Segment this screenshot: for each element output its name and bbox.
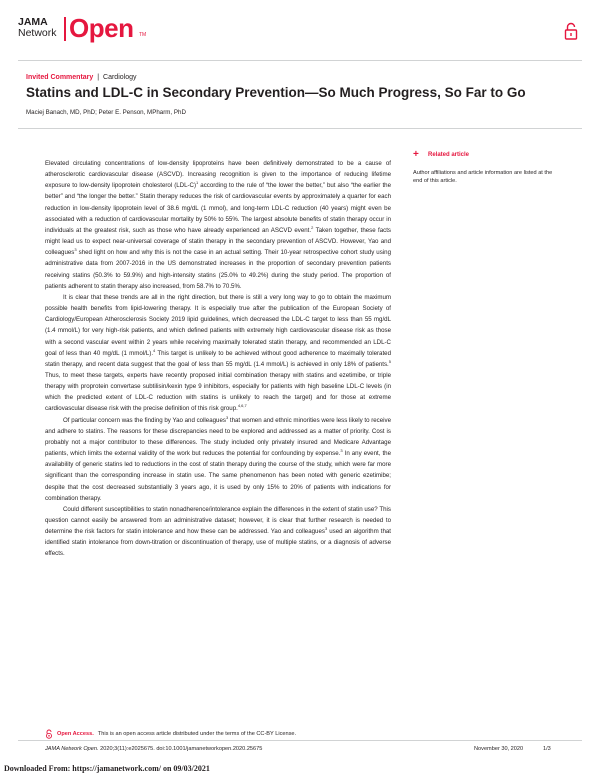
logo-open-text: Open xyxy=(69,13,134,43)
open-access-label: Open Access. xyxy=(57,731,94,737)
logo-divider xyxy=(64,17,66,41)
logo-wordmark xyxy=(18,17,57,39)
citation-superscript[interactable]: 3 xyxy=(324,526,328,532)
plus-icon: + xyxy=(413,149,419,160)
citation-superscript[interactable]: 2 xyxy=(311,224,314,230)
open-access-notice xyxy=(45,729,296,739)
related-article-label: Related article xyxy=(428,152,470,158)
open-access-lock-icon xyxy=(564,22,578,40)
related-article-link[interactable] xyxy=(413,150,563,160)
paragraph-2: It is clear that these trends are all in the right direction, but there is still a very long way to go to obtain the maximum possible health benefits from lipid-lowering therapy. It is especially true after the publication of the European Society of Cardiology/European Atherosclerosis Society 2019 lipid guidelines, which decreased the LDL-C target to less than 55 mg/dL (1.4 mmol/L) for very high-risk patients, and which defined patients with extremely high cardiovascular disease risk as those with a second vascular event within 2 years while receiving maximally tolerated statin therapy, and recommended an LDL-C goal of less than 40 mg/dL (1 mmol/L).$^4$ This target is unlikely to be achieved without good adherence to maximally tolerated statin therapy, and recent data suggest that the goal of less than 55 mg/dL (1.4 mmol/L) is achieved in only 18% of patients.$^5$ Thus, to meet these targets, experts have recently proposed initial combination therapy with statins and ezetimibe, or triple therapy with proprotein convertase subtilisin/kexin type 9 inhibitors, especially for patients with high baseline LDL-C levels (in which the predicted extent of LDL-C reduction with statins is unlikely to reach the target) and for those at extreme cardiovascular disease risk with the precise definition of this risk group.$^{4,6,7}$ xyxy=(45,293,391,413)
publication-date: November 30, 2020 xyxy=(474,746,524,752)
citation-journal: JAMA Network Open. xyxy=(45,746,99,752)
kicker-separator: | xyxy=(97,74,100,81)
logo-line-jama: JAMA xyxy=(18,16,48,28)
citation-superscript[interactable]: 4,6,7 xyxy=(237,403,247,409)
affiliations-note: Author affiliations and article information are listed at the end of this article. xyxy=(413,170,553,184)
paragraph-3: Of particular concern was the finding by Yao and colleagues$^3$ that women and ethnic minorities were less likely to receive and adhere to statins. The reasons for these discrepancies need to be explored and addressed as a matter of priority. Cost is probably not a major contributor to these differences. The study included only privately insured and Medicare Advantage patients, which limits the external validity of the work but reduces the potential for confounding by expense.$^3$ In any event, the availability of generic statins led to reductions in the cost of statin therapy during the course of the study, which were far more significant than the corresponding increase in statin use. The same phenomenon has been noted with generic ezetimibe; despite that the cost decreased substantially 3 years ago, it is used by only 15% to 20% of patients with indications for combination therapy. xyxy=(45,414,391,502)
article-title: Statins and LDL-C in Secondary Prevention—So Much Progress, So Far to Go xyxy=(26,85,526,100)
article-authors: Maciej Banach, MD, PhD; Peter E. Penson, MPharm, PhD xyxy=(26,109,186,116)
section-label: Invited Commentary xyxy=(26,74,94,81)
citation-superscript[interactable]: 1 xyxy=(196,180,199,186)
citation-superscript[interactable]: 4 xyxy=(153,347,156,353)
footer-rule xyxy=(18,740,582,741)
citation-superscript[interactable]: 3 xyxy=(225,414,229,420)
page-number: 1/3 xyxy=(543,746,551,752)
article-sidebar xyxy=(413,150,563,185)
open-access-icon xyxy=(45,729,53,739)
citation-details: 2020;3(11):e2025675. doi:10.1001/jamanetworkopen.2020.25675 xyxy=(98,746,263,752)
logo-trademark: TM xyxy=(139,32,147,38)
article-body xyxy=(45,158,391,560)
logo-line-network: Network xyxy=(18,27,57,39)
paragraph-4: Could different susceptibilities to statin nonadherence/intolerance explain the differences in the extent of statin use? This question cannot easily be answered from an administrative dataset; however, it is clear that further research is needed to determine the risk factors for statin intolerance and how these can be addressed. Yao and colleagues$^3$ used an algorithm that identified statin intolerance from down-titration or discontinuation of therapy, use of multiple statins, or a diagnosis of adverse effects. xyxy=(45,505,392,558)
citation-superscript[interactable]: 3 xyxy=(340,448,343,454)
page-footer xyxy=(45,746,555,752)
download-note: Downloaded From: https://jamanetwork.com/ on 09/03/2021 xyxy=(4,764,210,773)
citation-superscript[interactable]: 5 xyxy=(388,358,391,364)
header-rule xyxy=(18,60,582,61)
open-access-text: This is an open access article distributed under the terms of the CC-BY License. xyxy=(97,731,297,737)
byline-rule xyxy=(18,128,582,129)
paragraph-1: Elevated circulating concentrations of low-density lipoproteins have been definitively demonstrated to be a cause of atherosclerotic cardiovascular disease (ASCVD). Increasing recognition is given to the importance of reducing lifetime exposure to low-density lipoprotein cholesterol $(LDL-C)^1$ according to the rule of “the lower the better,” but also “the earlier the better” and “the longer the better.” Statin therapy reduces the risk of cardiovascular events by approximately a quarter for each reduction in low-density lipoprotein level of 38.6 mg/dL (1 mmol), and long-term LDL-C reduction (40 years) might even be associated with a reduction of cardiovascular mortality by 50% to 55%. The largest absolute benefits of statin therapy occur in individuals at the greatest risk, such as those who have already experienced an ASCVD event.$^2$ Taken together, these facts might lead us to expect near-universal coverage of statin therapy in the secondary prevention of ASCVD. However, Yao and colleagues$^3$ shed light on how and why this is not the case in an actual setting. Their 10-year retrospective cohort study using administrative data from 2007-2016 in the US demonstrated increases in the proportion of secondary prevention patients receiving statins (50.3% to 59.9%) and high-intensity statins (25.0% to 49.2%) during the study period. The proportion of patients adherent to statin therapy also increased, from 58.7% to 70.5%. xyxy=(45,160,391,290)
article-kicker xyxy=(26,73,137,82)
citation-superscript[interactable]: 3 xyxy=(74,247,77,253)
journal-header xyxy=(18,14,582,50)
category-label: Cardiology xyxy=(103,74,137,81)
